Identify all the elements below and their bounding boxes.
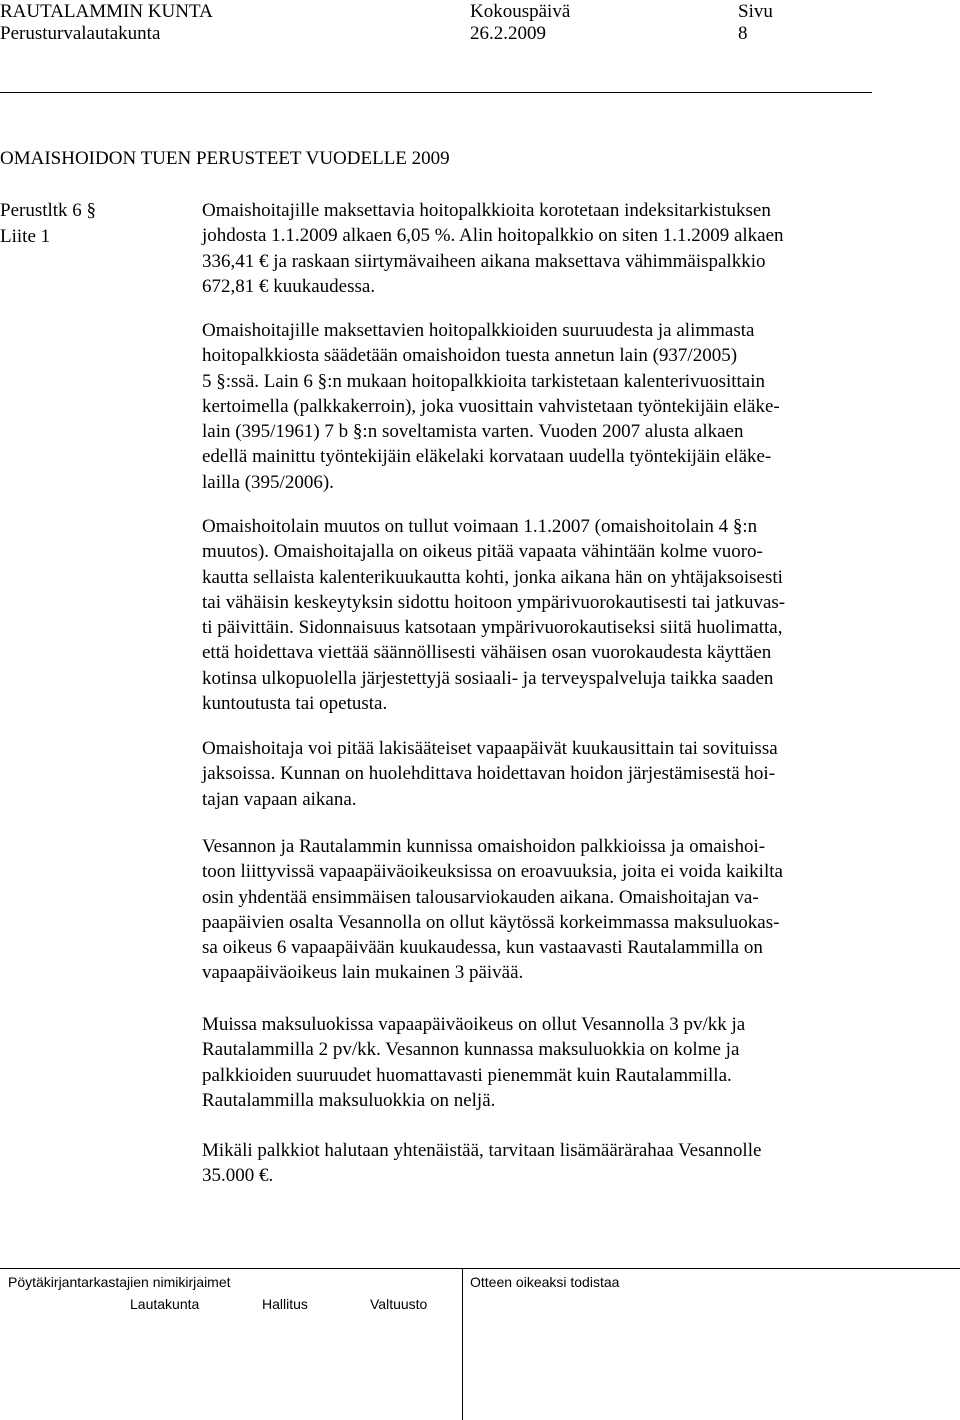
committee-name: Perusturvalautakunta	[0, 23, 161, 44]
paragraph-law-change	[202, 514, 785, 716]
section-reference: Perustltk 6 §	[0, 200, 97, 221]
text-line: edellä mainittu työntekijäin eläkelaki korvataan uudella työntekijäin eläke-	[202, 446, 772, 468]
text-line: hoitopalkkiosta säädetään omaishoidon tuesta annetun lain (937/2005)	[202, 345, 738, 367]
paragraph-additional-funding	[202, 1138, 761, 1189]
text-line: vapaapäiväoikeus lain mukainen 3 päivää.	[202, 962, 524, 984]
organization-name: RAUTALAMMIN KUNTA	[0, 1, 213, 22]
paragraph-municipal-differences	[202, 834, 783, 986]
text-line: muutos). Omaishoitajalla on oikeus pitää vapaata vähintään kolme vuoro-	[202, 541, 763, 563]
text-line: kautta sellaista kalenterikuukautta kohti, jonka aikana hän on yhtäjaksoisesti	[202, 566, 783, 588]
text-line: jaksoissa. Kunnan on huolehdittava hoidettavan hoidon järjestämisestä hoi-	[202, 763, 776, 785]
board-label: Lautakunta	[130, 1296, 200, 1312]
text-line: ti päivittäin. Sidonnaisuus katsotaan ympärivuorokautiseksi siitä huolimatta,	[202, 617, 783, 639]
text-line: 336,41 € ja raskaan siirtymävaiheen aikana maksettava vähimmäispalkkio	[202, 250, 766, 272]
meeting-date: 26.2.2009	[470, 23, 546, 44]
page-label: Sivu	[738, 1, 773, 22]
text-line: Omaishoitajille maksettavien hoitopalkkioiden suuruudesta ja alimmasta	[202, 320, 755, 341]
text-line: sa oikeus 6 vapaapäivään kuukaudessa, kun vastaavasti Rautalammilla on	[202, 937, 763, 959]
text-line: toon liittyvissä vapaapäiväoikeuksissa on eroavuuksia, joita ei voida kaikilta	[202, 861, 783, 883]
text-line: kertoimella (palkkakerroin), joka vuosittain vahvistetaan työntekijäin eläke-	[202, 395, 780, 417]
text-line: Rautalammilla 2 pv/kk. Vesannon kunnassa maksuluokkia on kolme ja	[202, 1039, 740, 1061]
text-line: kotinsa ulkopuolella järjestettyjä sosiaali- ja terveyspalveluja taikka saaden	[202, 667, 774, 689]
text-line: tajan vapaan aikana.	[202, 788, 357, 810]
text-line: lailla (395/2006).	[202, 471, 334, 493]
text-line: kuntoutusta tai opetusta.	[202, 693, 388, 715]
meeting-date-label: Kokouspäivä	[470, 1, 571, 22]
paragraph-statutory-days-off	[202, 736, 778, 812]
text-line: Omaishoitaja voi pitää lakisääteiset vapaapäivät kuukausittain tai sovituissa	[202, 738, 778, 759]
footer-rule	[0, 1268, 960, 1269]
paragraph-payment-classes	[202, 1012, 745, 1113]
footer-divider	[462, 1268, 463, 1420]
government-label: Hallitus	[262, 1296, 308, 1312]
attachment-reference: Liite 1	[0, 226, 51, 247]
text-line: Omaishoitajille maksettavia hoitopalkkioita korotetaan indeksitarkistuksen	[202, 200, 771, 221]
text-line: 5 §:ssä. Lain 6 §:n mukaan hoitopalkkioita tarkistetaan kalenterivuosittain	[202, 370, 766, 392]
paragraph-legal-basis	[202, 318, 780, 495]
text-line: 672,81 € kuukaudessa.	[202, 275, 376, 297]
paragraph-index-increase	[202, 198, 784, 299]
council-label: Valtuusto	[370, 1296, 428, 1312]
text-line: Rautalammilla maksuluokkia on neljä.	[202, 1089, 496, 1111]
text-line: Mikäli palkkiot halutaan yhtenäistää, tarvitaan lisämäärärahaa Vesannolle	[202, 1140, 762, 1161]
signatures-label: Pöytäkirjantarkastajien nimikirjaimet	[8, 1274, 231, 1290]
text-line: Muissa maksuluokissa vapaapäiväoikeus on ollut Vesannolla 3 pv/kk ja	[202, 1014, 746, 1035]
text-line: lain (395/1961) 7 b §:n soveltamista varten. Vuoden 2007 alusta alkaen	[202, 421, 744, 443]
text-line: paapäivien osalta Vesannolla on ollut käytössä korkeimmassa maksuluokas-	[202, 911, 780, 933]
text-line: palkkioiden suuruudet huomattavasti pienemmät kuin Rautalammilla.	[202, 1064, 732, 1086]
text-line: tai vähäisin keskeytyksin sidottu hoitoon ympärivuorokautisesti tai jatkuvas-	[202, 591, 786, 613]
text-line: osin yhdentää ensimmäisen talousarviokauden aikana. Omaishoitajan va-	[202, 886, 759, 908]
text-line: Vesannon ja Rautalammin kunnissa omaishoidon palkkioissa ja omaishoi-	[202, 836, 766, 857]
text-line: 35.000 €.	[202, 1165, 274, 1187]
page-number: 8	[738, 23, 748, 44]
document-title: OMAISHOIDON TUEN PERUSTEET VUODELLE 2009	[0, 148, 450, 169]
text-line: että hoidettava viettää säännöllisesti vähäisen osan vuorokaudesta käyttäen	[202, 642, 772, 664]
text-line: johdosta 1.1.2009 alkaen 6,05 %. Alin hoitopalkkio on siten 1.1.2009 alkaen	[202, 225, 784, 247]
text-line: Omaishoitolain muutos on tullut voimaan 1.1.2007 (omaishoitolain 4 §:n	[202, 516, 758, 537]
certified-copy-label: Otteen oikeaksi todistaa	[470, 1274, 620, 1290]
header-rule	[0, 92, 872, 93]
